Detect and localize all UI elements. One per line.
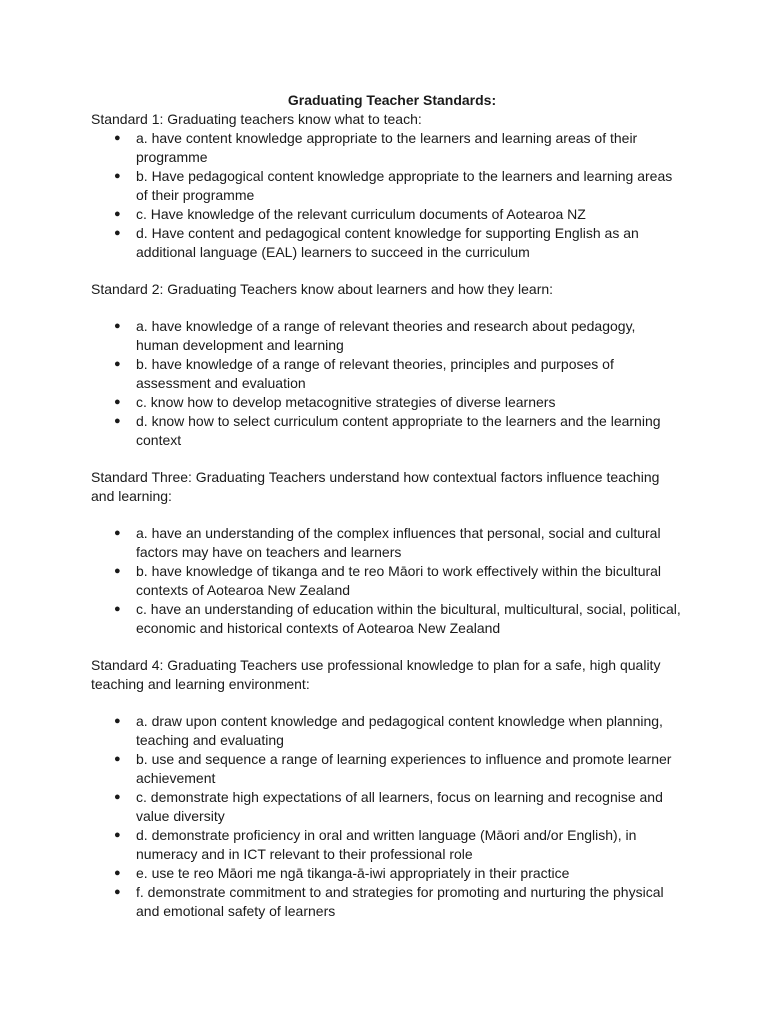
list-item <box>114 712 681 750</box>
list-item <box>114 412 681 450</box>
list-item <box>114 826 681 864</box>
document-title: Graduating Teacher Standards: <box>287 92 497 108</box>
bullet-icon: ● <box>114 170 121 182</box>
document-page <box>91 91 681 921</box>
standard-3-list <box>91 524 681 638</box>
standard-1-list <box>91 129 681 262</box>
list-item-text: b. have knowledge of a range of relevant theories, principles and purposes of assessment and evaluation <box>136 356 614 391</box>
bullet-icon: ● <box>114 791 121 803</box>
list-item-text: a. have content knowledge appropriate to the learners and learning areas of their programme <box>136 130 638 165</box>
list-item <box>114 393 681 412</box>
list-item-text: c. demonstrate high expectations of all learners, focus on learning and recognise and value diversity <box>136 789 663 824</box>
bullet-icon: ● <box>114 208 121 220</box>
list-item <box>114 864 681 883</box>
list-item <box>114 205 681 224</box>
standard-4-heading: Standard 4: Graduating Teachers use professional knowledge to plan for a safe, high quality teaching and learning environment: <box>91 657 661 692</box>
list-item <box>114 750 681 788</box>
standard-2-heading: Standard 2: Graduating Teachers know about learners and how they learn: <box>91 281 554 297</box>
list-item <box>114 317 681 355</box>
list-item-text: d. Have content and pedagogical content knowledge for supporting English as an additional language (EAL) learners to succeed in the curriculum <box>136 225 639 260</box>
bullet-icon: ● <box>114 565 121 577</box>
standard-3-heading: Standard Three: Graduating Teachers understand how contextual factors influence teaching and learning: <box>91 469 660 504</box>
bullet-icon: ● <box>114 396 121 408</box>
standard-4-list <box>91 712 681 921</box>
bullet-icon: ● <box>114 320 121 332</box>
list-item-text: c. Have knowledge of the relevant curriculum documents of Aotearoa NZ <box>136 206 586 222</box>
bullet-icon: ● <box>114 415 121 427</box>
list-item-text: a. have an understanding of the complex influences that personal, social and cultural factors may have on teachers and learners <box>136 525 661 560</box>
list-item-text: e. use te reo Māori me ngā tikanga-ā-iwi appropriately in their practice <box>136 865 570 881</box>
bullet-icon: ● <box>114 603 121 615</box>
list-item-text: f. demonstrate commitment to and strategies for promoting and nurturing the physical and emotional safety of learners <box>136 884 664 919</box>
list-item-text: d. know how to select curriculum content appropriate to the learners and the learning context <box>136 413 661 448</box>
bullet-icon: ● <box>114 829 121 841</box>
list-item-text: c. have an understanding of education within the bicultural, multicultural, social, political, economic and historical contexts of Aotearoa New Zealand <box>136 601 681 636</box>
bullet-icon: ● <box>114 753 121 765</box>
list-item <box>114 167 681 205</box>
bullet-icon: ● <box>114 867 121 879</box>
list-item <box>114 883 681 921</box>
bullet-icon: ● <box>114 132 121 144</box>
bullet-icon: ● <box>114 227 121 239</box>
list-item-text: d. demonstrate proficiency in oral and written language (Māori and/or English), in numeracy and in ICT relevant to their professional role <box>136 827 637 862</box>
list-item <box>114 524 681 562</box>
list-item-text: c. know how to develop metacognitive strategies of diverse learners <box>136 394 556 410</box>
list-item <box>114 355 681 393</box>
list-item-text: b. Have pedagogical content knowledge appropriate to the learners and learning areas of their programme <box>136 168 673 203</box>
bullet-icon: ● <box>114 715 121 727</box>
bullet-icon: ● <box>114 886 121 898</box>
list-item <box>114 224 681 262</box>
standard-1-heading: Standard 1: Graduating teachers know what to teach: <box>91 111 422 127</box>
bullet-icon: ● <box>114 527 121 539</box>
list-item-text: b. have knowledge of tikanga and te reo Māori to work effectively within the bicultural contexts of Aotearoa New Zealand <box>136 563 662 598</box>
list-item-text: a. draw upon content knowledge and pedagogical content knowledge when planning, teaching and evaluating <box>136 713 663 748</box>
list-item-text: a. have knowledge of a range of relevant theories and research about pedagogy, human development and learning <box>136 318 636 353</box>
bullet-icon: ● <box>114 358 121 370</box>
list-item <box>114 562 681 600</box>
list-item-text: b. use and sequence a range of learning experiences to influence and promote learner achievement <box>136 751 672 786</box>
list-item <box>114 129 681 167</box>
list-item <box>114 600 681 638</box>
list-item <box>114 788 681 826</box>
standard-2-list <box>91 317 681 450</box>
